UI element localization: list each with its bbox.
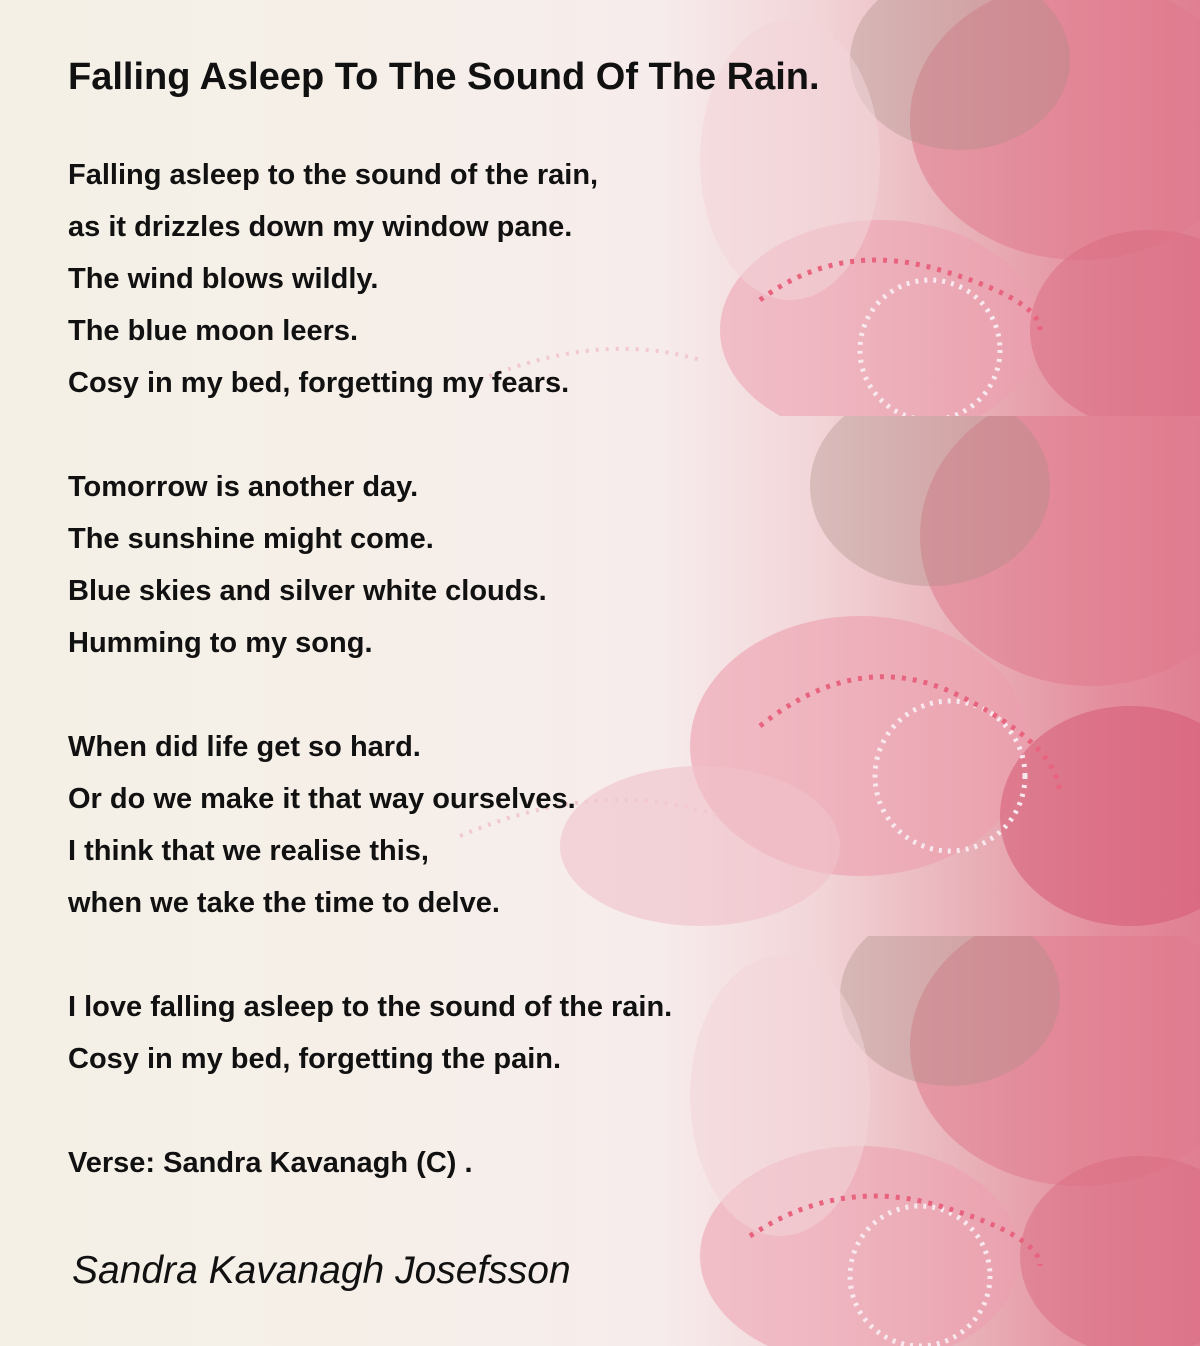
poem-line: Cosy in my bed, forgetting my fears. <box>68 367 570 399</box>
poem-line: The wind blows wildly. <box>68 263 379 295</box>
poem-card <box>68 0 1168 1346</box>
poem-line: I love falling asleep to the sound of the rain. <box>68 991 673 1023</box>
poem-line: when we take the time to delve. <box>68 887 500 919</box>
poem-credit <box>68 1137 473 1189</box>
poem-line: I think that we realise this, <box>68 835 429 867</box>
poem-line: The blue moon leers. <box>68 315 359 347</box>
author-signature: Sandra Kavanagh Josefsson <box>72 1249 571 1292</box>
poem-line: Falling asleep to the sound of the rain, <box>68 159 599 191</box>
poem-line: Or do we make it that way ourselves. <box>68 783 576 815</box>
poem-stanza-4 <box>68 981 672 1085</box>
poem-stanza-2 <box>68 461 547 669</box>
poem-title: Falling Asleep To The Sound Of The Rain. <box>68 56 820 98</box>
poem-line: When did life get so hard. <box>68 731 421 763</box>
poem-line: Humming to my song. <box>68 627 373 659</box>
poem-stanza-1 <box>68 149 598 409</box>
poem-line: Blue skies and silver white clouds. <box>68 575 547 607</box>
poem-line: The sunshine might come. <box>68 523 434 555</box>
poem-line: Tomorrow is another day. <box>68 471 419 503</box>
poem-line: Cosy in my bed, forgetting the pain. <box>68 1043 562 1075</box>
poem-line: as it drizzles down my window pane. <box>68 211 573 243</box>
poem-stanza-3 <box>68 721 576 929</box>
verse-credit-line: Verse: Sandra Kavanagh (C) . <box>68 1147 473 1179</box>
